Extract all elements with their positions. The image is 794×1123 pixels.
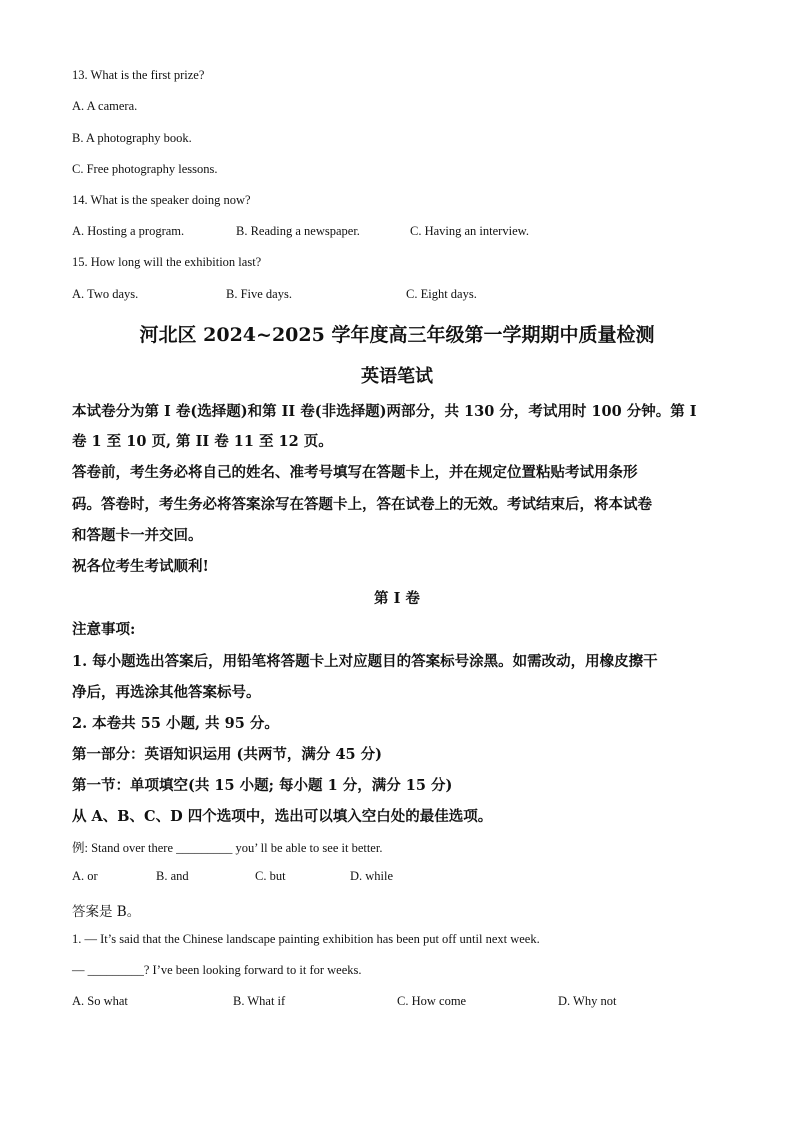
exam-title: 河北区 2024~2025 学年度高三年级第一学期期中质量检测	[139, 324, 655, 346]
question-1-line-2: — _________? I’ve been looking forward to it for weeks.	[72, 963, 362, 977]
option-13-c: C. Free photography lessons.	[72, 162, 218, 176]
question-14: 14. What is the speaker doing now?	[72, 193, 251, 207]
volume-heading: 第 I 卷	[374, 590, 420, 607]
option-14-b: B. Reading a newspaper.	[236, 224, 360, 238]
note-1a: 1. 每小题选出答案后，用铅笔将答题卡上对应题目的答案标号涂黑。如需改动，用橡皮擦干	[72, 653, 658, 670]
exam-subtitle: 英语笔试	[361, 366, 433, 387]
example-option-b: B. and	[156, 869, 189, 883]
example-option-a: A. or	[72, 869, 98, 883]
option-14-c: C. Having an interview.	[410, 224, 529, 238]
part-1-heading: 第一部分：英语知识运用 (共两节，满分 45 分)	[72, 746, 383, 763]
note-2: 2. 本卷共 55 小题, 共 95 分。	[72, 715, 279, 732]
part-1-section-1: 第一节：单项填空(共 15 小题; 每小题 1 分，满分 15 分)	[72, 777, 453, 794]
notes-title: 注意事项:	[72, 621, 136, 638]
option-1-c: C. How come	[397, 994, 467, 1008]
option-1-d: D. Why not	[558, 994, 617, 1008]
option-1-b: B. What if	[233, 994, 286, 1008]
intro-line-1: 本试卷分为第 I 卷(选择题)和第 II 卷(非选择题)两部分，共 130 分，考试用时 100 分钟。第 I	[72, 403, 697, 420]
instruction: 从 A、B、C、D 四个选项中，选出可以填入空白处的最佳选项。	[72, 808, 493, 825]
option-15-b: B. Five days.	[226, 287, 292, 301]
intro-line-4: 码。答卷时，考生务必将答案涂写在答题卡上，答在试卷上的无效。考试结束后，将本试卷	[72, 496, 652, 513]
example-stem: 例: Stand over there _________ you’ ll be able to see it better.	[72, 841, 383, 855]
question-15: 15. How long will the exhibition last?	[72, 255, 262, 269]
intro-line-5: 和答题卡一并交回。	[72, 527, 203, 544]
option-15-c: C. Eight days.	[406, 287, 477, 301]
option-13-b: B. A photography book.	[72, 131, 192, 145]
intro-line-3: 答卷前，考生务必将自己的姓名、准考号填写在答题卡上，并在规定位置粘贴考试用条形	[72, 464, 638, 481]
example-option-c: C. but	[255, 869, 286, 883]
option-13-a: A. A camera.	[72, 99, 138, 113]
example-answer: 答案是 B。	[72, 904, 141, 920]
note-1b: 净后，再选涂其他答案标号。	[72, 684, 261, 701]
question-1-line-1: 1. — It’s said that the Chinese landscape painting exhibition has been put off until next week.	[72, 932, 540, 946]
intro-line-6: 祝各位考生考试顺利!	[72, 558, 209, 575]
option-1-a: A. So what	[72, 994, 128, 1008]
intro-line-2: 卷 1 至 10 页, 第 II 卷 11 至 12 页。	[72, 433, 333, 450]
question-13: 13. What is the first prize?	[72, 68, 205, 82]
example-option-d: D. while	[350, 869, 394, 883]
option-14-a: A. Hosting a program.	[72, 224, 185, 238]
option-15-a: A. Two days.	[72, 287, 139, 301]
